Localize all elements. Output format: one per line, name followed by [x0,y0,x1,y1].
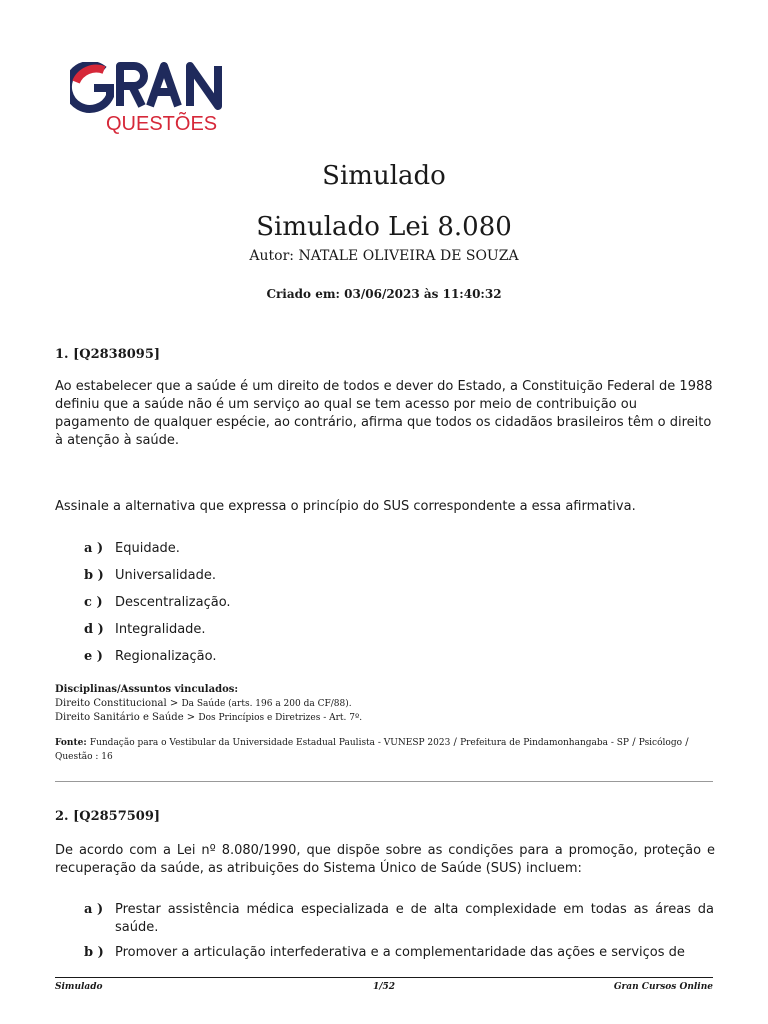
logo-subtext: QUESTÕES [106,113,218,134]
footer-divider [55,977,713,978]
option-letter: b ) [84,568,104,583]
subject-row [55,711,715,725]
question-1-option-b[interactable] [84,567,714,585]
question-1-source [55,736,715,764]
source-organization: Prefeitura de Pindamonhangaba - SP [460,738,629,748]
option-text: Integralidade. [115,622,206,637]
subject-separator: > [169,698,179,709]
option-letter: e ) [84,649,103,664]
logo-graphic [70,62,240,134]
source-separator: / [453,737,457,748]
footer-left: Simulado [55,982,103,992]
question-2-option-b[interactable] [84,944,714,962]
author-line: Autor: NATALE OLIVEIRA DE SOUZA [249,248,519,264]
question-2-option-a[interactable] [84,901,714,937]
question-2-statement: De acordo com a Lei nº 8.080/1990, que dispõe sobre as condições para a promoção, proteção e recuperação da saúde, as atribuições do Sistema Único de Saúde (SUS) incluem: [55,843,715,876]
source-question-number: Questão : 16 [55,752,113,762]
gran-questoes-logo [70,62,240,134]
option-text: Prestar assistência médica especializada e de alta complexidade em todas as áreas da saúde. [115,902,714,935]
subjects-label: Disciplinas/Assuntos vinculados: [55,684,239,695]
option-text: Equidade. [115,541,180,556]
question-1-statement: Ao estabelecer que a saúde é um direito de todos e dever do Estado, a Constituição Federal de 1988 definiu que a saúde não é um serviço ao qual se tem acesso por meio de contribuição ou pagamento de qualquer espécie, ao contrário, afirma que todos os cidadãos brasileiros têm o direito à atenção à saúde. [55,379,713,448]
footer-right: Gran Cursos Online [613,982,713,992]
footer-page-number: 1/52 [372,982,396,992]
source-separator: / [685,737,689,748]
question-1-option-e[interactable] [84,648,714,666]
option-letter: c ) [84,595,103,610]
question-1-option-c[interactable] [84,594,714,612]
question-divider [55,781,713,782]
source-position: Psicólogo [638,738,682,748]
option-text: Descentralização. [115,595,231,610]
subject-discipline: Direito Constitucional [55,698,167,709]
option-letter: a ) [84,902,104,917]
subject-topic: Dos Princípios e Diretrizes - Art. 7º. [198,713,363,723]
option-letter: b ) [84,945,104,960]
option-text: Regionalização. [115,649,217,664]
question-1-command: Assinale a alternativa que expressa o princípio do SUS correspondente a essa afirmativa. [55,499,636,514]
subject-topic: Da Saúde (arts. 196 a 200 da CF/88). [181,699,352,709]
source-institution: Fundação para o Vestibular da Universidade Estadual Paulista - VUNESP 2023 [89,738,451,748]
subject-separator: > [186,712,196,723]
source-label: Fonte: [55,738,87,748]
question-1-option-a[interactable] [84,540,714,558]
question-2-heading: 2. [Q2857509] [55,809,161,824]
option-text: Universalidade. [115,568,216,583]
option-text: Promover a articulação interfederativa e a complementaridade das ações e serviços de [115,945,685,960]
option-letter: d ) [84,622,104,637]
question-1-heading: 1. [Q2838095] [55,347,161,362]
question-1-option-d[interactable] [84,621,714,639]
document-type: Simulado [322,161,446,191]
source-separator: / [632,737,636,748]
creation-date: Criado em: 03/06/2023 às 11:40:32 [266,287,502,301]
question-1-subjects [55,683,715,725]
option-letter: a ) [84,541,104,556]
subject-row [55,697,715,711]
subject-discipline: Direito Sanitário e Saúde [55,712,184,723]
document-title: Simulado Lei 8.080 [256,212,512,242]
